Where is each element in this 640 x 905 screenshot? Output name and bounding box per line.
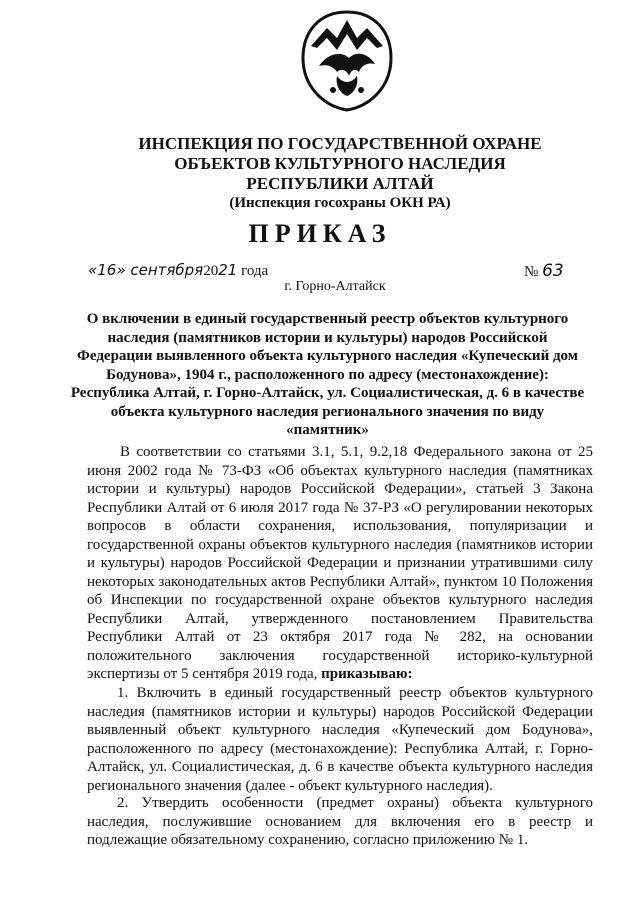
- document-city: г. Горно-Алтайск: [284, 279, 386, 294]
- document-number: [524, 261, 564, 281]
- altai-republic-emblem-icon: [297, 6, 397, 116]
- year-handwritten: 21: [218, 261, 238, 279]
- preamble-paragraph: [87, 443, 593, 684]
- date-handwritten: «16» сентября: [88, 261, 204, 279]
- number-prefix: №: [524, 264, 539, 280]
- document-title: ПРИКАЗ: [248, 219, 392, 248]
- order-word: приказываю:: [321, 666, 413, 682]
- org-short-name: (Инспекция госохраны ОКН РА): [229, 195, 451, 211]
- number-handwritten: 63: [542, 261, 564, 281]
- year-prefix: 20: [203, 263, 219, 279]
- year-suffix: года: [237, 263, 269, 279]
- preamble-text: В соответствии со статьями 3.1, 5.1, 9.2,18 Федерального закона от 25 июня 2002 года № 73-ФЗ «Об объектах культурного наследия (памятниках истории и культуры) народов Российской Федерации», статьей 3 Закона Республики Алтай от 6 июля 2017 года № 37-РЗ «О регулировании некоторых вопросов в области сохранения, использования, популяризации и государственной охраны объектов культурного наследия (памятников истории и культуры) народов Российской Федерации и признании утратившими силу некоторых законодательных актов Республики Алтай», пунктом 10 Положения об Инспекции по государственной охране объектов культурного наследия Республики Алтай, утвержденного постановлением Правительства Республики Алтай от 23 октября 2017 года № 282, на основании положительного заключения государственной историко-культурной экспертизы от 5 сентября 2019 года,: [87, 444, 593, 682]
- document-subject: О включении в единый государственный реестр объектов культурного наследия (памятников истории и культуры) народов Российской Федерации выявленного объекта культурного наследия «Купеческий дом Бодунова», 1904 г., расположенного по адресу (местонахождение): Республика Алтай, г. Горно-Алтайск, ул. Социалистическая, д. 6 в качестве объекта культурного наследия регионального значения по виду «памятник»: [70, 311, 585, 438]
- document-date: [88, 261, 268, 280]
- org-name-line-1: ИНСПЕКЦИЯ ПО ГОСУДАРСТВЕННОЙ ОХРАНЕ: [138, 134, 542, 153]
- org-name-line-2: ОБЪЕКТОВ КУЛЬТУРНОГО НАСЛЕДИЯ: [174, 154, 506, 173]
- order-item-1: 1. Включить в единый государственный реестр объектов культурного наследия (памятников истории и культуры) народов Российской Федерации выявленный объект культурного наследия «Купеческий дом Бодунова», расположенного по адресу (местонахождение): Республика Алтай, г. Горно-Алтайск, ул. Социалистическая, д. 6 в качестве объекта культурного наследия регионального значения (далее - объект культурного наследия).: [87, 685, 593, 794]
- org-name-line-3: РЕСПУБЛИКИ АЛТАЙ: [246, 174, 434, 193]
- order-item-2: 2. Утвердить особенности (предмет охраны) объекта культурного наследия, послужившие основанием для включения его в реестр и подлежащие обязательному сохранению, согласно приложению № 1.: [87, 795, 593, 848]
